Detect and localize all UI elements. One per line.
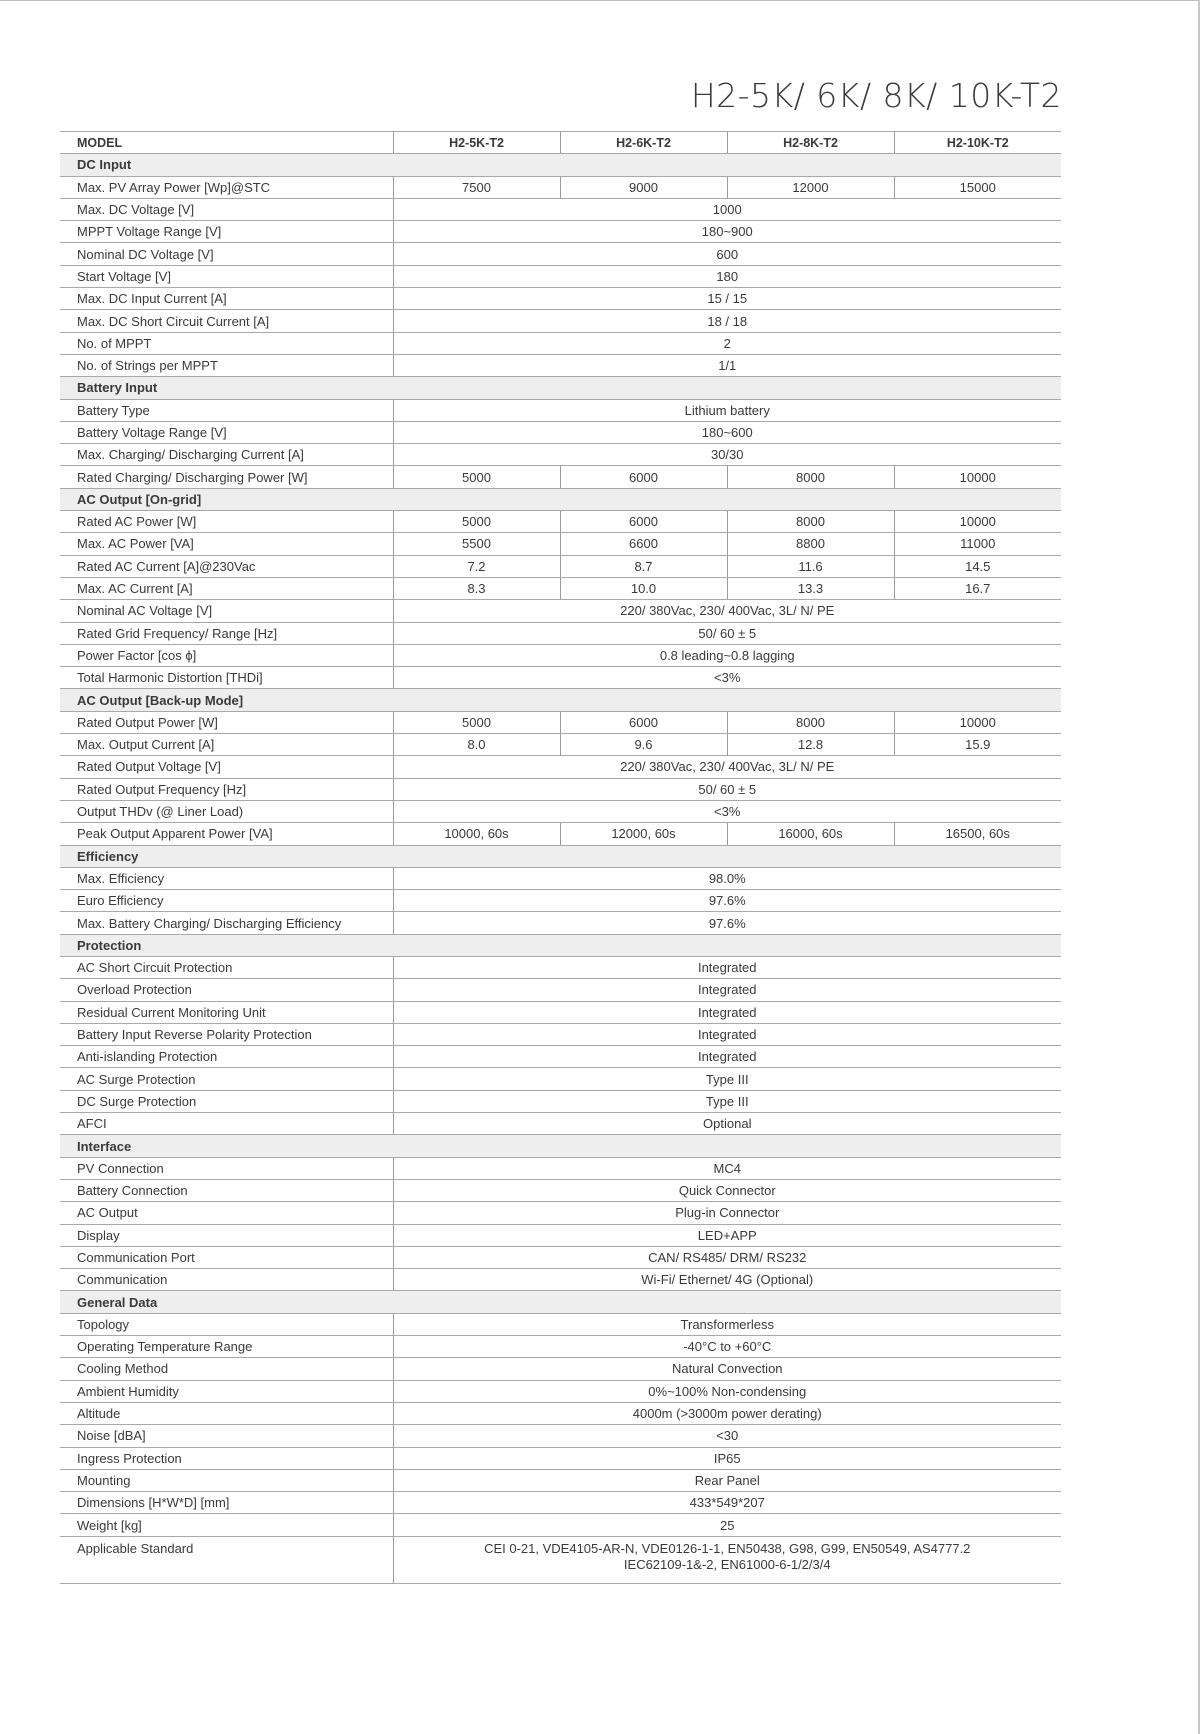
spec-label: Residual Current Monitoring Unit <box>60 1001 393 1023</box>
spec-label: Max. AC Power [VA] <box>60 533 393 555</box>
spec-value-h2-6k-t2: 6000 <box>560 466 727 488</box>
spec-label: Communication <box>60 1269 393 1291</box>
spec-label: AC Short Circuit Protection <box>60 956 393 978</box>
spec-value-h2-6k-t2: 9.6 <box>560 734 727 756</box>
spec-label: Display <box>60 1224 393 1246</box>
section-title: AC Output [On-grid] <box>60 488 1061 510</box>
spec-label: Rated AC Power [W] <box>60 511 393 533</box>
section-title: DC Input <box>60 154 1061 176</box>
section-header-protection <box>60 934 1061 956</box>
spec-value-all-models: -40°C to +60°C <box>393 1336 1061 1358</box>
section-title: AC Output [Back-up Mode] <box>60 689 1061 711</box>
spec-value-all-models: Lithium battery <box>393 399 1061 421</box>
spec-value-all-models: 18 / 18 <box>393 310 1061 332</box>
spec-label: Max. AC Current [A] <box>60 577 393 599</box>
spec-label: Noise [dBA] <box>60 1425 393 1447</box>
spec-row-total-harmonic-distortion-thdi <box>60 667 1061 689</box>
spec-label: Battery Connection <box>60 1179 393 1201</box>
spec-row-ambient-humidity <box>60 1380 1061 1402</box>
spec-label: AFCI <box>60 1113 393 1135</box>
spec-label: Ambient Humidity <box>60 1380 393 1402</box>
section-title: Battery Input <box>60 377 1061 399</box>
spec-label: Operating Temperature Range <box>60 1336 393 1358</box>
model-header-h2-5k: H2-5K-T2 <box>393 132 560 154</box>
spec-label: Max. DC Voltage [V] <box>60 198 393 220</box>
section-header-efficiency <box>60 845 1061 867</box>
spec-label: Rated AC Current [A]@230Vac <box>60 555 393 577</box>
spec-label: AC Surge Protection <box>60 1068 393 1090</box>
spec-value-h2-10k-t2: 15000 <box>894 176 1061 198</box>
spec-label: Max. DC Input Current [A] <box>60 288 393 310</box>
spec-value-h2-5k-t2: 5000 <box>393 711 560 733</box>
spec-label: Max. DC Short Circuit Current [A] <box>60 310 393 332</box>
spec-row-cooling-method <box>60 1358 1061 1380</box>
spec-value-all-models: 30/30 <box>393 444 1061 466</box>
section-title: Efficiency <box>60 845 1061 867</box>
spec-value-all-models: Type III <box>393 1090 1061 1112</box>
spec-row-dimensions-h-w-d-mm <box>60 1492 1061 1514</box>
spec-label: Output THDv (@ Liner Load) <box>60 800 393 822</box>
spec-row-battery-voltage-range-v <box>60 421 1061 443</box>
spec-value-all-models: Wi-Fi/ Ethernet/ 4G (Optional) <box>393 1269 1061 1291</box>
spec-value-all-models: <30 <box>393 1425 1061 1447</box>
spec-label: Max. Output Current [A] <box>60 734 393 756</box>
spec-label: Rated Output Voltage [V] <box>60 756 393 778</box>
spec-label: Max. PV Array Power [Wp]@STC <box>60 176 393 198</box>
spec-value-h2-10k-t2: 16500, 60s <box>894 823 1061 845</box>
spec-value-all-models: 600 <box>393 243 1061 265</box>
spec-label: DC Surge Protection <box>60 1090 393 1112</box>
spec-value-h2-8k-t2: 8000 <box>727 511 894 533</box>
spec-value-h2-6k-t2: 6000 <box>560 711 727 733</box>
spec-row-peak-output-apparent-power-va <box>60 823 1061 845</box>
section-title: General Data <box>60 1291 1061 1313</box>
spec-value-h2-6k-t2: 8.7 <box>560 555 727 577</box>
spec-value-all-models: Integrated <box>393 1023 1061 1045</box>
spec-row-applicable-standard <box>60 1536 1061 1583</box>
spec-label: Rated Output Power [W] <box>60 711 393 733</box>
spec-row-noise-dba <box>60 1425 1061 1447</box>
spec-value-h2-5k-t2: 8.0 <box>393 734 560 756</box>
spec-row-no-of-strings-per-mppt <box>60 354 1061 376</box>
spec-label: Battery Voltage Range [V] <box>60 421 393 443</box>
spec-value-h2-10k-t2: 16.7 <box>894 577 1061 599</box>
spec-value-all-models: Integrated <box>393 956 1061 978</box>
spec-row-battery-input-reverse-polarity-protection <box>60 1023 1061 1045</box>
spec-row-max-battery-charging-discharging-efficiency <box>60 912 1061 934</box>
spec-row-overload-protection <box>60 979 1061 1001</box>
spec-row-no-of-mppt <box>60 332 1061 354</box>
spec-value-all-models: 25 <box>393 1514 1061 1536</box>
spec-label: Cooling Method <box>60 1358 393 1380</box>
spec-value-all-models: 98.0% <box>393 867 1061 889</box>
spec-row-display <box>60 1224 1061 1246</box>
spec-value-h2-10k-t2: 14.5 <box>894 555 1061 577</box>
section-header-dc-input <box>60 154 1061 176</box>
spec-label: Max. Efficiency <box>60 867 393 889</box>
spec-label: Nominal AC Voltage [V] <box>60 600 393 622</box>
spec-value-all-models: 433*549*207 <box>393 1492 1061 1514</box>
spec-row-ac-output <box>60 1202 1061 1224</box>
spec-label: Altitude <box>60 1402 393 1424</box>
spec-value-all-models: IP65 <box>393 1447 1061 1469</box>
spec-value-all-models: CAN/ RS485/ DRM/ RS232 <box>393 1246 1061 1268</box>
spec-row-nominal-dc-voltage-v <box>60 243 1061 265</box>
spec-row-rated-output-voltage-v <box>60 756 1061 778</box>
spec-label: Anti-islanding Protection <box>60 1046 393 1068</box>
spec-value-h2-5k-t2: 7500 <box>393 176 560 198</box>
spec-value-all-models: Plug-in Connector <box>393 1202 1061 1224</box>
spec-row-battery-connection <box>60 1179 1061 1201</box>
spec-row-max-ac-current-a <box>60 577 1061 599</box>
section-title: Interface <box>60 1135 1061 1157</box>
spec-label: Nominal DC Voltage [V] <box>60 243 393 265</box>
spec-row-rated-ac-power-w <box>60 511 1061 533</box>
spec-row-rated-charging-discharging-power-w <box>60 466 1061 488</box>
spec-value-h2-8k-t2: 12000 <box>727 176 894 198</box>
spec-table-body <box>60 132 1061 1584</box>
spec-row-weight-kg <box>60 1514 1061 1536</box>
spec-label: Max. Charging/ Discharging Current [A] <box>60 444 393 466</box>
spec-row-max-efficiency <box>60 867 1061 889</box>
spec-value-all-models: Integrated <box>393 1046 1061 1068</box>
spec-label: Applicable Standard <box>60 1536 393 1583</box>
spec-value-all-models: 1/1 <box>393 354 1061 376</box>
spec-row-mounting <box>60 1469 1061 1491</box>
spec-value-h2-8k-t2: 11.6 <box>727 555 894 577</box>
spec-row-communication <box>60 1269 1061 1291</box>
spec-value-h2-5k-t2: 7.2 <box>393 555 560 577</box>
spec-value-all-models: 50/ 60 ± 5 <box>393 622 1061 644</box>
spec-label: Rated Charging/ Discharging Power [W] <box>60 466 393 488</box>
spec-value-h2-8k-t2: 12.8 <box>727 734 894 756</box>
section-header-ac-output-on-grid <box>60 488 1061 510</box>
spec-label: MPPT Voltage Range [V] <box>60 221 393 243</box>
spec-row-max-charging-discharging-current-a <box>60 444 1061 466</box>
spec-row-max-dc-short-circuit-current-a <box>60 310 1061 332</box>
spec-value-all-models: 15 / 15 <box>393 288 1061 310</box>
model-header-label: MODEL <box>60 132 393 154</box>
spec-value-h2-8k-t2: 8000 <box>727 711 894 733</box>
section-header-battery-input <box>60 377 1061 399</box>
spec-label: Peak Output Apparent Power [VA] <box>60 823 393 845</box>
spec-value-all-models <box>393 1536 1061 1583</box>
spec-value-line: IEC62109-1&-2, EN61000-6-1/2/3/4 <box>623 1556 831 1572</box>
spec-value-h2-5k-t2: 10000, 60s <box>393 823 560 845</box>
spec-value-h2-10k-t2: 10000 <box>894 711 1061 733</box>
spec-value-all-models: Integrated <box>393 979 1061 1001</box>
spec-value-all-models: Integrated <box>393 1001 1061 1023</box>
spec-row-max-dc-voltage-v <box>60 198 1061 220</box>
spec-label: PV Connection <box>60 1157 393 1179</box>
spec-row-ac-short-circuit-protection <box>60 956 1061 978</box>
page-border-top <box>0 0 1200 1</box>
spec-value-all-models: 180~900 <box>393 221 1061 243</box>
spec-label: Battery Input Reverse Polarity Protection <box>60 1023 393 1045</box>
spec-value-all-models: 1000 <box>393 198 1061 220</box>
spec-row-battery-type <box>60 399 1061 421</box>
spec-value-all-models: 4000m (>3000m power derating) <box>393 1402 1061 1424</box>
spec-row-rated-ac-current-a-230vac <box>60 555 1061 577</box>
spec-value-all-models: 97.6% <box>393 890 1061 912</box>
spec-value-all-models: Natural Convection <box>393 1358 1061 1380</box>
spec-row-euro-efficiency <box>60 890 1061 912</box>
spec-value-h2-5k-t2: 8.3 <box>393 577 560 599</box>
spec-value-h2-10k-t2: 15.9 <box>894 734 1061 756</box>
spec-label: Communication Port <box>60 1246 393 1268</box>
spec-row-operating-temperature-range <box>60 1336 1061 1358</box>
spec-row-ac-surge-protection <box>60 1068 1061 1090</box>
spec-value-all-models: MC4 <box>393 1157 1061 1179</box>
spec-value-all-models: LED+APP <box>393 1224 1061 1246</box>
spec-row-max-pv-array-power-wp-stc <box>60 176 1061 198</box>
spec-value-h2-6k-t2: 6000 <box>560 511 727 533</box>
spec-value-all-models: <3% <box>393 800 1061 822</box>
spec-value-all-models: Type III <box>393 1068 1061 1090</box>
spec-label: AC Output <box>60 1202 393 1224</box>
model-header-h2-8k: H2-8K-T2 <box>727 132 894 154</box>
spec-label: Ingress Protection <box>60 1447 393 1469</box>
spec-label: Topology <box>60 1313 393 1335</box>
spec-label: Rated Output Frequency [Hz] <box>60 778 393 800</box>
section-header-ac-output-back-up-mode <box>60 689 1061 711</box>
spec-value-h2-5k-t2: 5000 <box>393 466 560 488</box>
spec-value-h2-6k-t2: 6600 <box>560 533 727 555</box>
spec-row-topology <box>60 1313 1061 1335</box>
document-title: H2-5K/ 6K/ 8K/ 10K-T2 <box>690 76 1062 115</box>
spec-value-h2-10k-t2: 11000 <box>894 533 1061 555</box>
section-header-interface <box>60 1135 1061 1157</box>
spec-value-all-models: 220/ 380Vac, 230/ 400Vac, 3L/ N/ PE <box>393 756 1061 778</box>
spec-label: Rated Grid Frequency/ Range [Hz] <box>60 622 393 644</box>
spec-value-h2-8k-t2: 8000 <box>727 466 894 488</box>
spec-row-rated-output-power-w <box>60 711 1061 733</box>
spec-row-rated-output-frequency-hz <box>60 778 1061 800</box>
spec-value-all-models: 220/ 380Vac, 230/ 400Vac, 3L/ N/ PE <box>393 600 1061 622</box>
spec-value-all-models: 180~600 <box>393 421 1061 443</box>
spec-label: Start Voltage [V] <box>60 265 393 287</box>
spec-row-power-factor-cos <box>60 644 1061 666</box>
spec-value-all-models: Quick Connector <box>393 1179 1061 1201</box>
spec-value-all-models: 2 <box>393 332 1061 354</box>
spec-label: Battery Type <box>60 399 393 421</box>
spec-row-rated-grid-frequency-range-hz <box>60 622 1061 644</box>
model-header-h2-6k: H2-6K-T2 <box>560 132 727 154</box>
spec-row-altitude <box>60 1402 1061 1424</box>
spec-row-start-voltage-v <box>60 265 1061 287</box>
spec-value-all-models: 0%~100% Non-condensing <box>393 1380 1061 1402</box>
spec-value-h2-6k-t2: 10.0 <box>560 577 727 599</box>
spec-value-h2-5k-t2: 5500 <box>393 533 560 555</box>
section-title: Protection <box>60 934 1061 956</box>
spec-value-h2-10k-t2: 10000 <box>894 511 1061 533</box>
spec-label: Dimensions [H*W*D] [mm] <box>60 1492 393 1514</box>
spec-table <box>60 131 1061 1584</box>
spec-row-anti-islanding-protection <box>60 1046 1061 1068</box>
spec-value-all-models: 50/ 60 ± 5 <box>393 778 1061 800</box>
spec-value-all-models: Rear Panel <box>393 1469 1061 1491</box>
spec-label: Weight [kg] <box>60 1514 393 1536</box>
spec-value-h2-8k-t2: 13.3 <box>727 577 894 599</box>
spec-value-h2-6k-t2: 9000 <box>560 176 727 198</box>
section-header-general-data <box>60 1291 1061 1313</box>
spec-row-communication-port <box>60 1246 1061 1268</box>
spec-label: Total Harmonic Distortion [THDi] <box>60 667 393 689</box>
spec-label: Mounting <box>60 1469 393 1491</box>
spec-value-h2-5k-t2: 5000 <box>393 511 560 533</box>
spec-row-ingress-protection <box>60 1447 1061 1469</box>
spec-row-mppt-voltage-range-v <box>60 221 1061 243</box>
spec-row-residual-current-monitoring-unit <box>60 1001 1061 1023</box>
spec-row-pv-connection <box>60 1157 1061 1179</box>
spec-row-output-thdv-liner-load <box>60 800 1061 822</box>
spec-label: Max. Battery Charging/ Discharging Efficiency <box>60 912 393 934</box>
spec-row-max-output-current-a <box>60 734 1061 756</box>
spec-label: No. of MPPT <box>60 332 393 354</box>
spec-value-all-models: 97.6% <box>393 912 1061 934</box>
model-header-h2-10k: H2-10K-T2 <box>894 132 1061 154</box>
spec-value-line: CEI 0-21, VDE4105-AR-N, VDE0126-1-1, EN50438, G98, G99, EN50549, AS4777.2 <box>484 1540 971 1556</box>
spec-value-h2-8k-t2: 8800 <box>727 533 894 555</box>
spec-row-afci <box>60 1113 1061 1135</box>
spec-value-all-models: 0.8 leading~0.8 lagging <box>393 644 1061 666</box>
spec-row-max-dc-input-current-a <box>60 288 1061 310</box>
spec-value-all-models: <3% <box>393 667 1061 689</box>
spec-value-h2-10k-t2: 10000 <box>894 466 1061 488</box>
spec-value-all-models: Optional <box>393 1113 1061 1135</box>
spec-value-all-models: Transformerless <box>393 1313 1061 1335</box>
table-header-row <box>60 132 1061 154</box>
spec-label: Power Factor [cos ϕ] <box>60 644 393 666</box>
spec-value-h2-6k-t2: 12000, 60s <box>560 823 727 845</box>
spec-label: No. of Strings per MPPT <box>60 354 393 376</box>
spec-label: Overload Protection <box>60 979 393 1001</box>
spec-value-h2-8k-t2: 16000, 60s <box>727 823 894 845</box>
spec-row-max-ac-power-va <box>60 533 1061 555</box>
spec-row-dc-surge-protection <box>60 1090 1061 1112</box>
spec-value-all-models: 180 <box>393 265 1061 287</box>
spec-label: Euro Efficiency <box>60 890 393 912</box>
spec-row-nominal-ac-voltage-v <box>60 600 1061 622</box>
